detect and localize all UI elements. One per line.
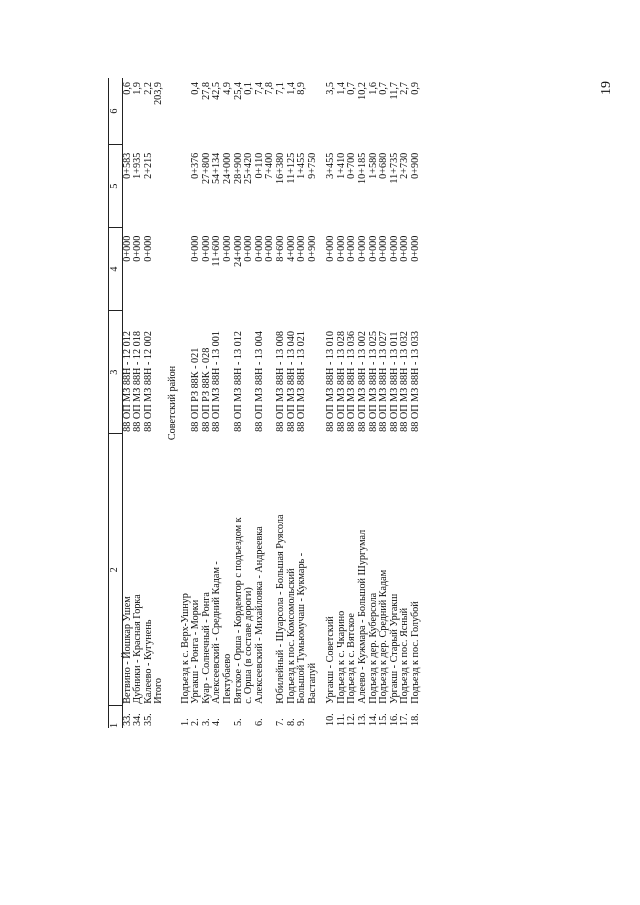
road-name: Подъезд к с. Чкарино <box>335 610 347 704</box>
length-km: 4,9 <box>221 82 233 95</box>
row-number: 17. <box>399 713 411 726</box>
road-code: 88 ОП МЗ 88Н - 13 012 <box>232 331 244 432</box>
length-km: 0,7 <box>346 82 358 95</box>
row-number: 10. <box>325 713 337 726</box>
table-body-sovet <box>181 78 319 728</box>
end-km: 1+935 <box>132 152 144 179</box>
section-title: Советский район <box>166 365 178 441</box>
table-row <box>144 78 155 728</box>
start-km: 0+000 <box>296 235 308 262</box>
start-km: 0+000 <box>399 235 411 262</box>
row-number <box>308 706 319 728</box>
start-km: 0+900 <box>306 235 318 262</box>
road-name: Алексеевский - Михайловка - Андреевка <box>253 526 265 704</box>
row-number: 13. <box>357 713 369 726</box>
row-number: 5. <box>232 718 244 726</box>
table-row <box>308 78 319 728</box>
row-number: 12. <box>346 713 358 726</box>
start-km: 0+000 <box>335 235 347 262</box>
length-km: 27,8 <box>200 82 212 100</box>
end-km: 9+750 <box>306 152 318 179</box>
start-km: 0+000 <box>410 235 422 262</box>
start-km: 0+000 <box>200 235 212 262</box>
header-col-2: 2 <box>109 434 123 706</box>
length-km: 0,6 <box>121 82 133 95</box>
road-name: Пектубаево <box>221 653 233 704</box>
length-km: 1,6 <box>367 82 379 95</box>
end-km: 10+185 <box>357 152 369 184</box>
end-km: 11+125 <box>285 152 297 184</box>
road-code: 88 ОП МЗ 88Н - 13 032 <box>399 331 411 432</box>
road-code: 88 ОП МЗ 88Н - 13 004 <box>253 331 265 432</box>
length-km: 7,4 <box>253 82 265 95</box>
end-km: 27+800 <box>200 152 212 184</box>
road-name: Юбилейный - Шуарсола - Большая Руясола <box>274 514 286 704</box>
length-km: 1,4 <box>335 82 347 95</box>
start-km: 11+600 <box>211 235 223 267</box>
road-name: Ургакш - Советский <box>325 616 337 704</box>
header-col-6: 6 <box>109 78 123 145</box>
total-row <box>154 78 165 728</box>
section-row <box>165 78 181 728</box>
start-km: 0+000 <box>190 235 202 262</box>
row-number: 4. <box>211 718 223 726</box>
road-name: Алексеевский - Средний Кадам - <box>211 561 223 704</box>
road-code: 88 ОП МЗ 88Н - 12 002 <box>142 331 154 432</box>
end-km: 3+455 <box>325 152 337 179</box>
road-name: Подъезд к пос. Комсомольский <box>285 568 297 704</box>
row-number: 35. <box>142 713 154 726</box>
road-name: Подъезд к дер. Средний Кадам <box>378 569 390 704</box>
road-code: 88 ОП МЗ 88Н - 13 027 <box>378 331 390 432</box>
length-km: 1,4 <box>285 82 297 95</box>
total-section <box>154 78 180 728</box>
road-code: 88 ОП МЗ 88Н - 13 033 <box>410 331 422 432</box>
road-name: Подъезд к пос. Ясный <box>399 607 411 704</box>
end-km: 0+110 <box>253 152 265 179</box>
start-km: 0+000 <box>243 235 255 262</box>
row-number: 16. <box>388 713 400 726</box>
start-km: 4+000 <box>285 235 297 262</box>
row-number: 1. <box>179 718 191 726</box>
end-km: 0+900 <box>410 152 422 179</box>
header-col-3: 3 <box>109 311 123 434</box>
start-km: 0+000 <box>121 235 133 262</box>
length-km: 7,8 <box>264 82 276 95</box>
length-km <box>308 78 319 145</box>
road-name: Подъезд к дер. Куберсола <box>367 592 379 704</box>
end-km: 28+900 <box>232 152 244 184</box>
road-name: Подъезд к пос. Голубой <box>410 601 422 704</box>
row-number: 6. <box>253 718 265 726</box>
length-km: 7,1 <box>274 82 286 95</box>
road-code: 88 ОП МЗ 88Н - 13 036 <box>346 331 358 432</box>
road-name: Вастапуй <box>306 662 318 704</box>
table-header-row <box>109 78 123 728</box>
row-number: 8. <box>285 718 297 726</box>
end-km: 54+134 <box>211 152 223 184</box>
start-km: 0+000 <box>357 235 369 262</box>
start-km: 0+000 <box>367 235 379 262</box>
start-km: 8+600 <box>274 235 286 262</box>
end-km: 11+735 <box>388 152 400 184</box>
row-number: 33. <box>121 713 133 726</box>
total-label: Итого <box>153 677 165 704</box>
end-km: 1+410 <box>335 152 347 179</box>
end-km: 2+215 <box>142 152 154 179</box>
end-km: 0+680 <box>378 152 390 179</box>
road-code: 88 ОП МЗ 88Н - 13 040 <box>285 331 297 432</box>
road-code <box>223 311 234 434</box>
road-code: 88 ОП МЗ 88Н - 13 028 <box>335 331 347 432</box>
start-km: 24+000 <box>232 235 244 267</box>
row-number: 18. <box>410 713 422 726</box>
end-km: 16+380 <box>274 152 286 184</box>
start-km: 0+000 <box>132 235 144 262</box>
header-col-1: 1 <box>109 706 123 728</box>
road-code: 88 ОП МЗ 88Н - 12 012 <box>121 331 133 432</box>
header-col-4: 4 <box>109 228 123 311</box>
table-body-bottom <box>326 78 421 728</box>
header-col-5: 5 <box>109 145 123 228</box>
end-km: 25+420 <box>243 152 255 184</box>
road-name: Подъезд к с. Вятское <box>346 613 358 704</box>
row-number: 14. <box>367 713 379 726</box>
road-name: Ургакш - Ронга - Морки <box>190 599 202 704</box>
end-km: 0+376 <box>190 152 202 179</box>
road-name: Подъезд к с. Верх-Ушнур <box>179 593 191 704</box>
end-km: 0+583 <box>121 152 133 179</box>
end-km: 1+455 <box>296 152 308 179</box>
road-code: 88 ОП МЗ 88Н - 13 008 <box>274 331 286 432</box>
roads-table <box>108 78 422 728</box>
length-km: 1,9 <box>132 82 144 95</box>
road-code: 88 ОП РЗ 88К - 028 <box>200 347 212 432</box>
start-km: 0+000 <box>264 235 276 262</box>
road-name: Калеево - Кугунень <box>142 619 154 704</box>
row-number: 11. <box>335 713 347 726</box>
length-km: 0,4 <box>190 82 202 95</box>
total-value: 203,9 <box>153 82 165 105</box>
length-km: 0,9 <box>410 82 422 95</box>
row-number: 7. <box>274 718 286 726</box>
road-name: с. Орша (в составе дороги) <box>243 587 255 704</box>
length-km: 42,5 <box>211 82 223 100</box>
table-body-top <box>122 78 154 728</box>
table-row <box>411 78 422 728</box>
length-km: 2,2 <box>142 82 154 95</box>
length-km: 25,4 <box>232 82 244 100</box>
length-km: 0,1 <box>243 82 255 95</box>
start-km: 0+000 <box>378 235 390 262</box>
start-km: 0+000 <box>346 235 358 262</box>
start-km: 0+000 <box>221 235 233 262</box>
road-code: 88 ОП МЗ 88Н - 13 011 <box>388 331 400 432</box>
road-name: Ургакш - Старый Ургакш <box>388 593 400 704</box>
road-name: Куар - Солнечный - Ронга <box>200 592 212 704</box>
rotated-table-container <box>108 78 628 728</box>
end-km: 1+580 <box>367 152 379 179</box>
road-code: 88 ОП МЗ 88Н - 13 021 <box>296 331 308 432</box>
row-number <box>223 706 234 728</box>
row-number: 15. <box>378 713 390 726</box>
end-km: 24+000 <box>221 152 233 184</box>
end-km: 7+400 <box>264 152 276 179</box>
road-name: Большой Тумьюмучаш - Кукмарь - <box>296 552 308 704</box>
length-km: 10,2 <box>357 82 369 100</box>
road-code: 88 ОП РЗ 88К - 021 <box>190 347 202 432</box>
road-name: Вятское - Орша - Кордемтор с подъездом к <box>232 517 244 704</box>
start-km: 0+000 <box>142 235 154 262</box>
start-km: 0+000 <box>325 235 337 262</box>
road-name: Ветвино - Йошкар Ушем <box>121 596 133 704</box>
row-number: 9. <box>296 718 308 726</box>
start-km: 0+000 <box>388 235 400 262</box>
row-number: 3. <box>200 718 212 726</box>
road-name: Алеево - Кужмара - Большой Шургумал <box>357 529 369 704</box>
road-code: 88 ОП МЗ 88Н - 13 002 <box>357 331 369 432</box>
road-code <box>308 311 319 434</box>
start-km: 0+000 <box>253 235 265 262</box>
length-km: 0,7 <box>378 82 390 95</box>
row-number: 34. <box>132 713 144 726</box>
end-km: 0+700 <box>346 152 358 179</box>
road-name: Дубники - Красная Горка <box>132 594 144 704</box>
length-km: 11,7 <box>388 82 400 100</box>
end-km: 2+730 <box>399 152 411 179</box>
road-code: 88 ОП МЗ 88Н - 12 018 <box>132 331 144 432</box>
page-number: 19 <box>599 81 614 95</box>
length-km: 2,7 <box>399 82 411 95</box>
road-code: 88 ОП МЗ 88Н - 13 025 <box>367 331 379 432</box>
length-km: 8,9 <box>296 82 308 95</box>
table-row <box>276 78 287 728</box>
table-row <box>223 78 234 728</box>
length-km: 3,5 <box>325 82 337 95</box>
road-code: 88 ОП МЗ 88Н - 13 001 <box>211 331 223 432</box>
row-number: 2. <box>190 718 202 726</box>
road-code: 88 ОП МЗ 88Н - 13 010 <box>325 331 337 432</box>
